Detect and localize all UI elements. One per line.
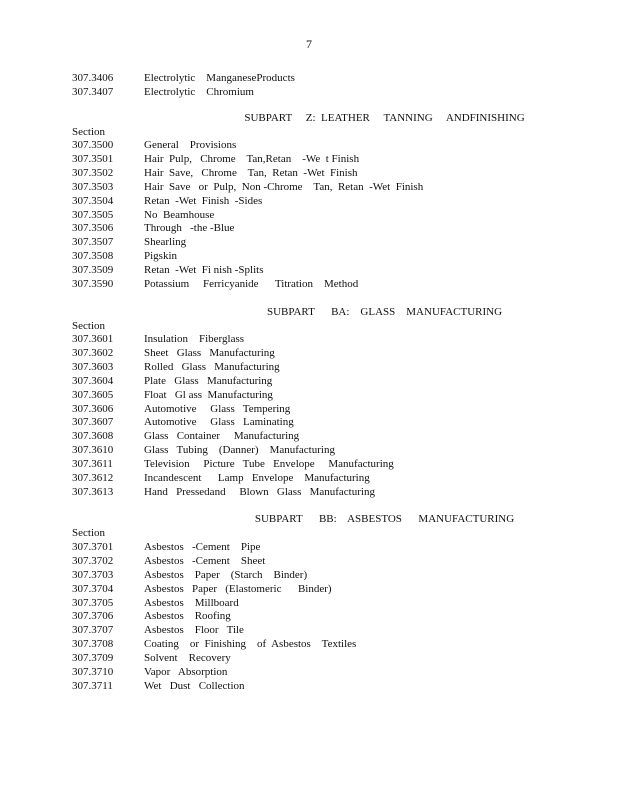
section-entry [72,555,552,569]
section-number: 307.3509 [72,263,114,276]
section-entry [72,347,552,361]
section-entry [72,250,552,264]
section-number: 307.3610 [72,444,114,457]
section-entry [72,86,552,100]
section-number: 307.3590 [72,277,114,290]
section-number: 307.3608 [72,430,114,443]
section-title: Hair Save or Pulp, Non -Chrome Tan, Retan -Wet Finish [144,180,424,193]
section-column-label: Section [72,125,105,138]
section-entry [72,389,552,403]
section-title: Retan -Wet Fi nish -Splits [144,263,264,276]
section-number: 307.3707 [72,624,114,637]
section-entry [72,72,552,86]
section-number: 307.3500 [72,139,114,152]
section-entry [72,430,552,444]
section-number: 307.3502 [72,167,114,180]
section-title: Rolled Glass Manufacturing [144,361,280,374]
section-entry [72,583,552,597]
section-entry [72,541,552,555]
section-number: 307.3705 [72,596,114,609]
section-title: Asbestos -Cement Pipe [144,541,261,554]
subparts [72,112,552,694]
section-title: No Beamhouse [144,208,215,221]
section-title: Asbestos Roofing [144,610,231,623]
section-title: Glass Tubing (Danner) Manufacturing [144,444,335,457]
section-title: Electrolytic Chromium [144,85,254,98]
section-entry [72,652,552,666]
section-title: Television Picture Tube Envelope Manufacturing [144,457,394,470]
subpart-heading: SUBPART BB: ASBESTOS MANUFACTURING [254,513,515,526]
section-number: 307.3501 [72,153,114,166]
section-title: Vapor Absorption [144,665,228,678]
section-number: 307.3507 [72,236,114,249]
section-entry [72,181,552,195]
section-title: Automotive Glass Laminating [144,416,294,429]
section-entry [72,597,552,611]
section-title: Hair Pulp, Chrome Tan,Retan -We t Finish [144,153,360,166]
section-entry [72,361,552,375]
section-entry [72,333,552,347]
section-number: 307.3505 [72,208,114,221]
section-entry [72,403,552,417]
section-number: 307.3503 [72,180,114,193]
section-number: 307.3607 [72,416,114,429]
section-title: Pigskin [144,250,178,263]
section-entry [72,209,552,223]
subpart-block [72,306,552,500]
section-number: 307.3710 [72,665,114,678]
section-number: 307.3613 [72,485,114,498]
section-number: 307.3603 [72,361,114,374]
section-column-label: Section [72,319,105,332]
section-number: 307.3612 [72,471,114,484]
section-title: Retan -Wet Finish -Sides [144,194,263,207]
section-number: 307.3701 [72,541,114,554]
section-title: Insulation Fiberglass [144,333,245,346]
section-entry [72,472,552,486]
section-title: Through -the -Blue [144,222,235,235]
section-number: 307.3604 [72,374,114,387]
section-title: Hair Save, Chrome Tan, Retan -Wet Finish [144,167,358,180]
section-entry [72,264,552,278]
section-entry [72,167,552,181]
section-number: 307.3611 [72,457,113,470]
section-title: Float Gl ass Manufacturing [144,388,273,401]
section-entry [72,278,552,292]
section-title: Incandescent Lamp Envelope Manufacturing [144,471,370,484]
section-title: Plate Glass Manufacturing [144,374,273,387]
section-title: Coating or Finishing of Asbestos Textiles [144,638,357,651]
section-title: Hand Pressedand Blown Glass Manufacturing [144,485,375,498]
section-number: 307.3506 [72,222,114,235]
section-title: Shearling [144,236,187,249]
section-number: 307.3508 [72,250,114,263]
section-title: Asbestos -Cement Sheet [144,555,266,567]
subpart-block [72,112,552,292]
section-entry [72,569,552,583]
section-entry [72,458,552,472]
section-number: 307.3406 [72,72,114,84]
section-number: 307.3704 [72,582,114,595]
section-title: Asbestos Paper (Elastomeric Binder) [144,582,332,595]
section-number: 307.3711 [72,679,113,692]
section-entry [72,236,552,250]
section-number: 307.3601 [72,333,114,346]
section-number: 307.3606 [72,402,114,415]
section-entry [72,610,552,624]
section-number: 307.3702 [72,555,114,567]
page-number: 7 [306,37,312,51]
section-entry [72,666,552,680]
section-title: Sheet Glass Manufacturing [144,347,275,360]
section-number: 307.3703 [72,568,114,581]
section-entry [72,638,552,652]
document-body [72,72,552,693]
section-title: Asbestos Paper (Starch Binder) [144,568,308,581]
section-number: 307.3504 [72,194,114,207]
section-entry [72,195,552,209]
intro-entries [72,72,552,100]
section-title: Asbestos Millboard [144,596,239,609]
section-entry [72,624,552,638]
section-number: 307.3602 [72,347,114,360]
section-number: 307.3709 [72,651,114,664]
section-entry [72,416,552,430]
section-title: Glass Container Manufacturing [144,430,300,443]
section-title: Potassium Ferricyanide Titration Method [144,277,359,290]
section-title: Asbestos Floor Tile [144,624,244,637]
section-number: 307.3706 [72,610,114,623]
section-title: General Provisions [144,139,237,152]
section-entry [72,444,552,458]
section-entry [72,486,552,500]
section-number: 307.3605 [72,388,114,401]
subpart-block [72,513,552,693]
section-entry [72,222,552,236]
subpart-heading: SUBPART BA: GLASS MANUFACTURING [266,305,503,318]
section-title: Automotive Glass Tempering [144,402,291,415]
section-entry [72,375,552,389]
section-title: Solvent Recovery [144,651,231,664]
section-entry [72,153,552,167]
section-number: 307.3407 [72,85,114,98]
section-entry [72,680,552,694]
section-title: Electrolytic ManganeseProducts [144,72,295,84]
section-title: Wet Dust Collection [144,679,245,692]
section-entry [72,139,552,153]
section-number: 307.3708 [72,638,114,651]
subpart-heading: SUBPART Z: LEATHER TANNING ANDFINISHING [244,111,525,124]
section-column-label: Section [72,527,105,540]
